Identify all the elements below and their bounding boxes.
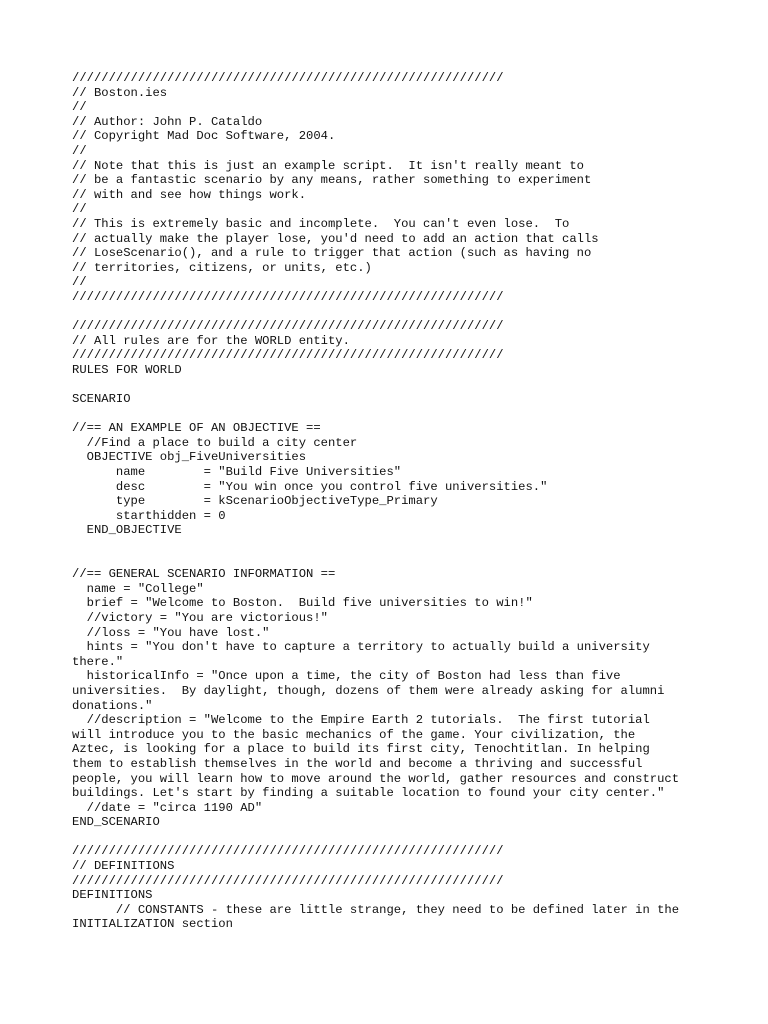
- code-line: //: [72, 100, 87, 115]
- code-line: [72, 830, 732, 845]
- code-line: [72, 377, 732, 392]
- code-line: // territories, citizens, or units, etc.): [72, 260, 372, 275]
- code-line: // CONSTANTS - these are little strange, they need to be defined later in the: [72, 902, 680, 917]
- code-line: // Boston.ies: [72, 85, 168, 100]
- code-line: [72, 538, 732, 553]
- code-line: // DEFINITIONS: [72, 859, 175, 874]
- code-line: // with and see how things work.: [72, 187, 307, 202]
- code-line: END_SCENARIO: [72, 815, 160, 830]
- code-line: DEFINITIONS: [72, 888, 153, 903]
- code-line: // Author: John P. Cataldo: [72, 114, 263, 129]
- code-line: //== AN EXAMPLE OF AN OBJECTIVE ==: [72, 421, 321, 436]
- code-line: [72, 407, 732, 422]
- code-line: name = "College": [72, 581, 204, 596]
- code-line: OBJECTIVE obj_FiveUniversities: [72, 450, 307, 465]
- code-line: // All rules are for the WORLD entity.: [72, 333, 350, 348]
- code-line: ///////////////////////////////////////////////////////////: [72, 873, 504, 888]
- code-line: ///////////////////////////////////////////////////////////: [72, 844, 504, 859]
- code-line: there.": [72, 654, 124, 669]
- code-line: //: [72, 202, 87, 217]
- code-line: END_OBJECTIVE: [72, 523, 182, 538]
- code-line: SCENARIO: [72, 392, 131, 407]
- code-line: ///////////////////////////////////////////////////////////: [72, 71, 504, 85]
- code-line: hints = "You don't have to capture a territory to actually build a university: [72, 640, 650, 655]
- code-line: INITIALIZATION section: [72, 917, 233, 932]
- code-line: ///////////////////////////////////////////////////////////: [72, 348, 504, 363]
- code-line: //: [72, 143, 87, 158]
- code-line: //victory = "You are victorious!": [72, 610, 328, 625]
- code-line: name = "Build Five Universities": [72, 465, 402, 480]
- code-line: historicalInfo = "Once upon a time, the city of Boston had less than five: [72, 669, 621, 684]
- code-line: will introduce you to the basic mechanics of the game. Your civilization, the: [72, 727, 636, 742]
- code-line: //: [72, 275, 87, 290]
- code-line: type = kScenarioObjectiveType_Primary: [72, 494, 438, 509]
- code-line: // LoseScenario(), and a rule to trigger that action (such as having no: [72, 246, 592, 261]
- code-line: //description = "Welcome to the Empire Earth 2 tutorials. The first tutorial: [72, 713, 650, 728]
- code-line: // Copyright Mad Doc Software, 2004.: [72, 129, 336, 144]
- code-line: desc = "You win once you control five universities.": [72, 479, 548, 494]
- code-line: // be a fantastic scenario by any means, rather something to experiment: [72, 173, 592, 188]
- code-line: them to establish themselves in the world and become a thriving and successful: [72, 756, 643, 771]
- code-line: // Note that this is just an example script. It isn't really meant to: [72, 158, 584, 173]
- code-line: //Find a place to build a city center: [72, 435, 358, 450]
- code-line: buildings. Let's start by finding a suitable location to found your city center.": [72, 786, 665, 801]
- code-line: [72, 553, 732, 568]
- code-line: [72, 305, 732, 320]
- code-line: donations.": [72, 698, 153, 713]
- code-line: // actually make the player lose, you'd need to add an action that calls: [72, 231, 599, 246]
- code-line: //== GENERAL SCENARIO INFORMATION ==: [72, 567, 336, 582]
- code-line: people, you will learn how to move around the world, gather resources and construct: [72, 771, 680, 786]
- code-line: starthidden = 0: [72, 508, 226, 523]
- code-line: RULES FOR WORLD: [72, 362, 182, 377]
- code-line: brief = "Welcome to Boston. Build five universities to win!": [72, 596, 533, 611]
- code-line: ///////////////////////////////////////////////////////////: [72, 319, 504, 334]
- code-line: // This is extremely basic and incomplete. You can't even lose. To: [72, 216, 570, 231]
- code-line: //date = "circa 1190 AD": [72, 800, 263, 815]
- script-document: [72, 71, 732, 932]
- code-line: ///////////////////////////////////////////////////////////: [72, 289, 504, 304]
- code-line: universities. By daylight, though, dozens of them were already asking for alumni: [72, 683, 665, 698]
- code-line: //loss = "You have lost.": [72, 625, 270, 640]
- code-line: Aztec, is looking for a place to build its first city, Tenochtitlan. In helping: [72, 742, 650, 757]
